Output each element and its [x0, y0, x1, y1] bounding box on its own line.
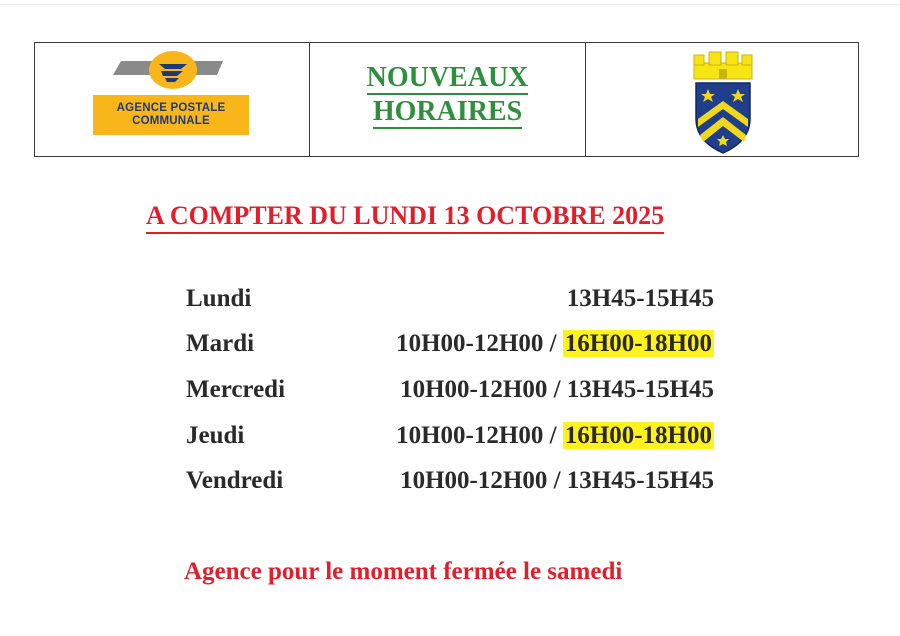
agency-line-1: AGENCE POSTALE [116, 102, 226, 114]
day-label: Mardi [186, 330, 255, 357]
header-title-cell [310, 43, 586, 156]
day-label: Vendredi [186, 467, 284, 494]
schedule-row-thursday [186, 419, 726, 453]
hours-separator: / [547, 467, 567, 494]
schedule-row-tuesday [186, 327, 726, 361]
day-label: Jeudi [186, 422, 245, 449]
hours-separator: / [543, 422, 563, 449]
agency-badge [93, 95, 249, 135]
title-line-2: HORAIRES [372, 96, 523, 127]
afternoon-hours-highlighted: 16H00-18H00 [564, 330, 712, 357]
hours [400, 464, 714, 498]
coat-of-arms [688, 49, 758, 155]
hours [396, 419, 714, 453]
afternoon-hours-highlighted: 16H00-18H00 [564, 422, 712, 449]
hours-separator: / [543, 330, 563, 357]
afternoon-hours: 13H45-15H45 [566, 285, 714, 312]
day-label: Lundi [186, 285, 252, 312]
agency-line-2: COMMUNALE [132, 115, 210, 127]
hours [396, 327, 714, 361]
morning-hours: 10H00-12H00 [396, 330, 544, 357]
hours-separator: / [547, 376, 567, 403]
la-poste-bird-icon [93, 49, 253, 97]
morning-hours: 10H00-12H00 [396, 422, 544, 449]
la-poste-logo [93, 49, 253, 135]
page-title [310, 61, 585, 129]
hours [567, 282, 714, 316]
morning-hours: 10H00-12H00 [400, 376, 548, 403]
schedule-row-wednesday [186, 373, 726, 407]
header-logo-cell [35, 43, 310, 156]
header-table [34, 42, 859, 157]
schedule-row-friday [186, 464, 726, 498]
schedule-row-monday [186, 282, 726, 316]
hours [400, 373, 714, 407]
day-label: Mercredi [186, 376, 286, 403]
title-line-1: NOUVEAUX [366, 62, 529, 93]
closed-notice: Agence pour le moment fermée le samedi [184, 558, 623, 585]
header-crest-cell [586, 43, 858, 156]
effective-date-heading: A COMPTER DU LUNDI 13 OCTOBRE 2025 [146, 200, 664, 234]
afternoon-hours: 13H45-15H45 [566, 467, 714, 494]
morning-hours: 10H00-12H00 [400, 467, 548, 494]
town-coat-of-arms-icon [688, 49, 758, 155]
afternoon-hours: 13H45-15H45 [566, 376, 714, 403]
scan-edge-line [0, 4, 900, 5]
